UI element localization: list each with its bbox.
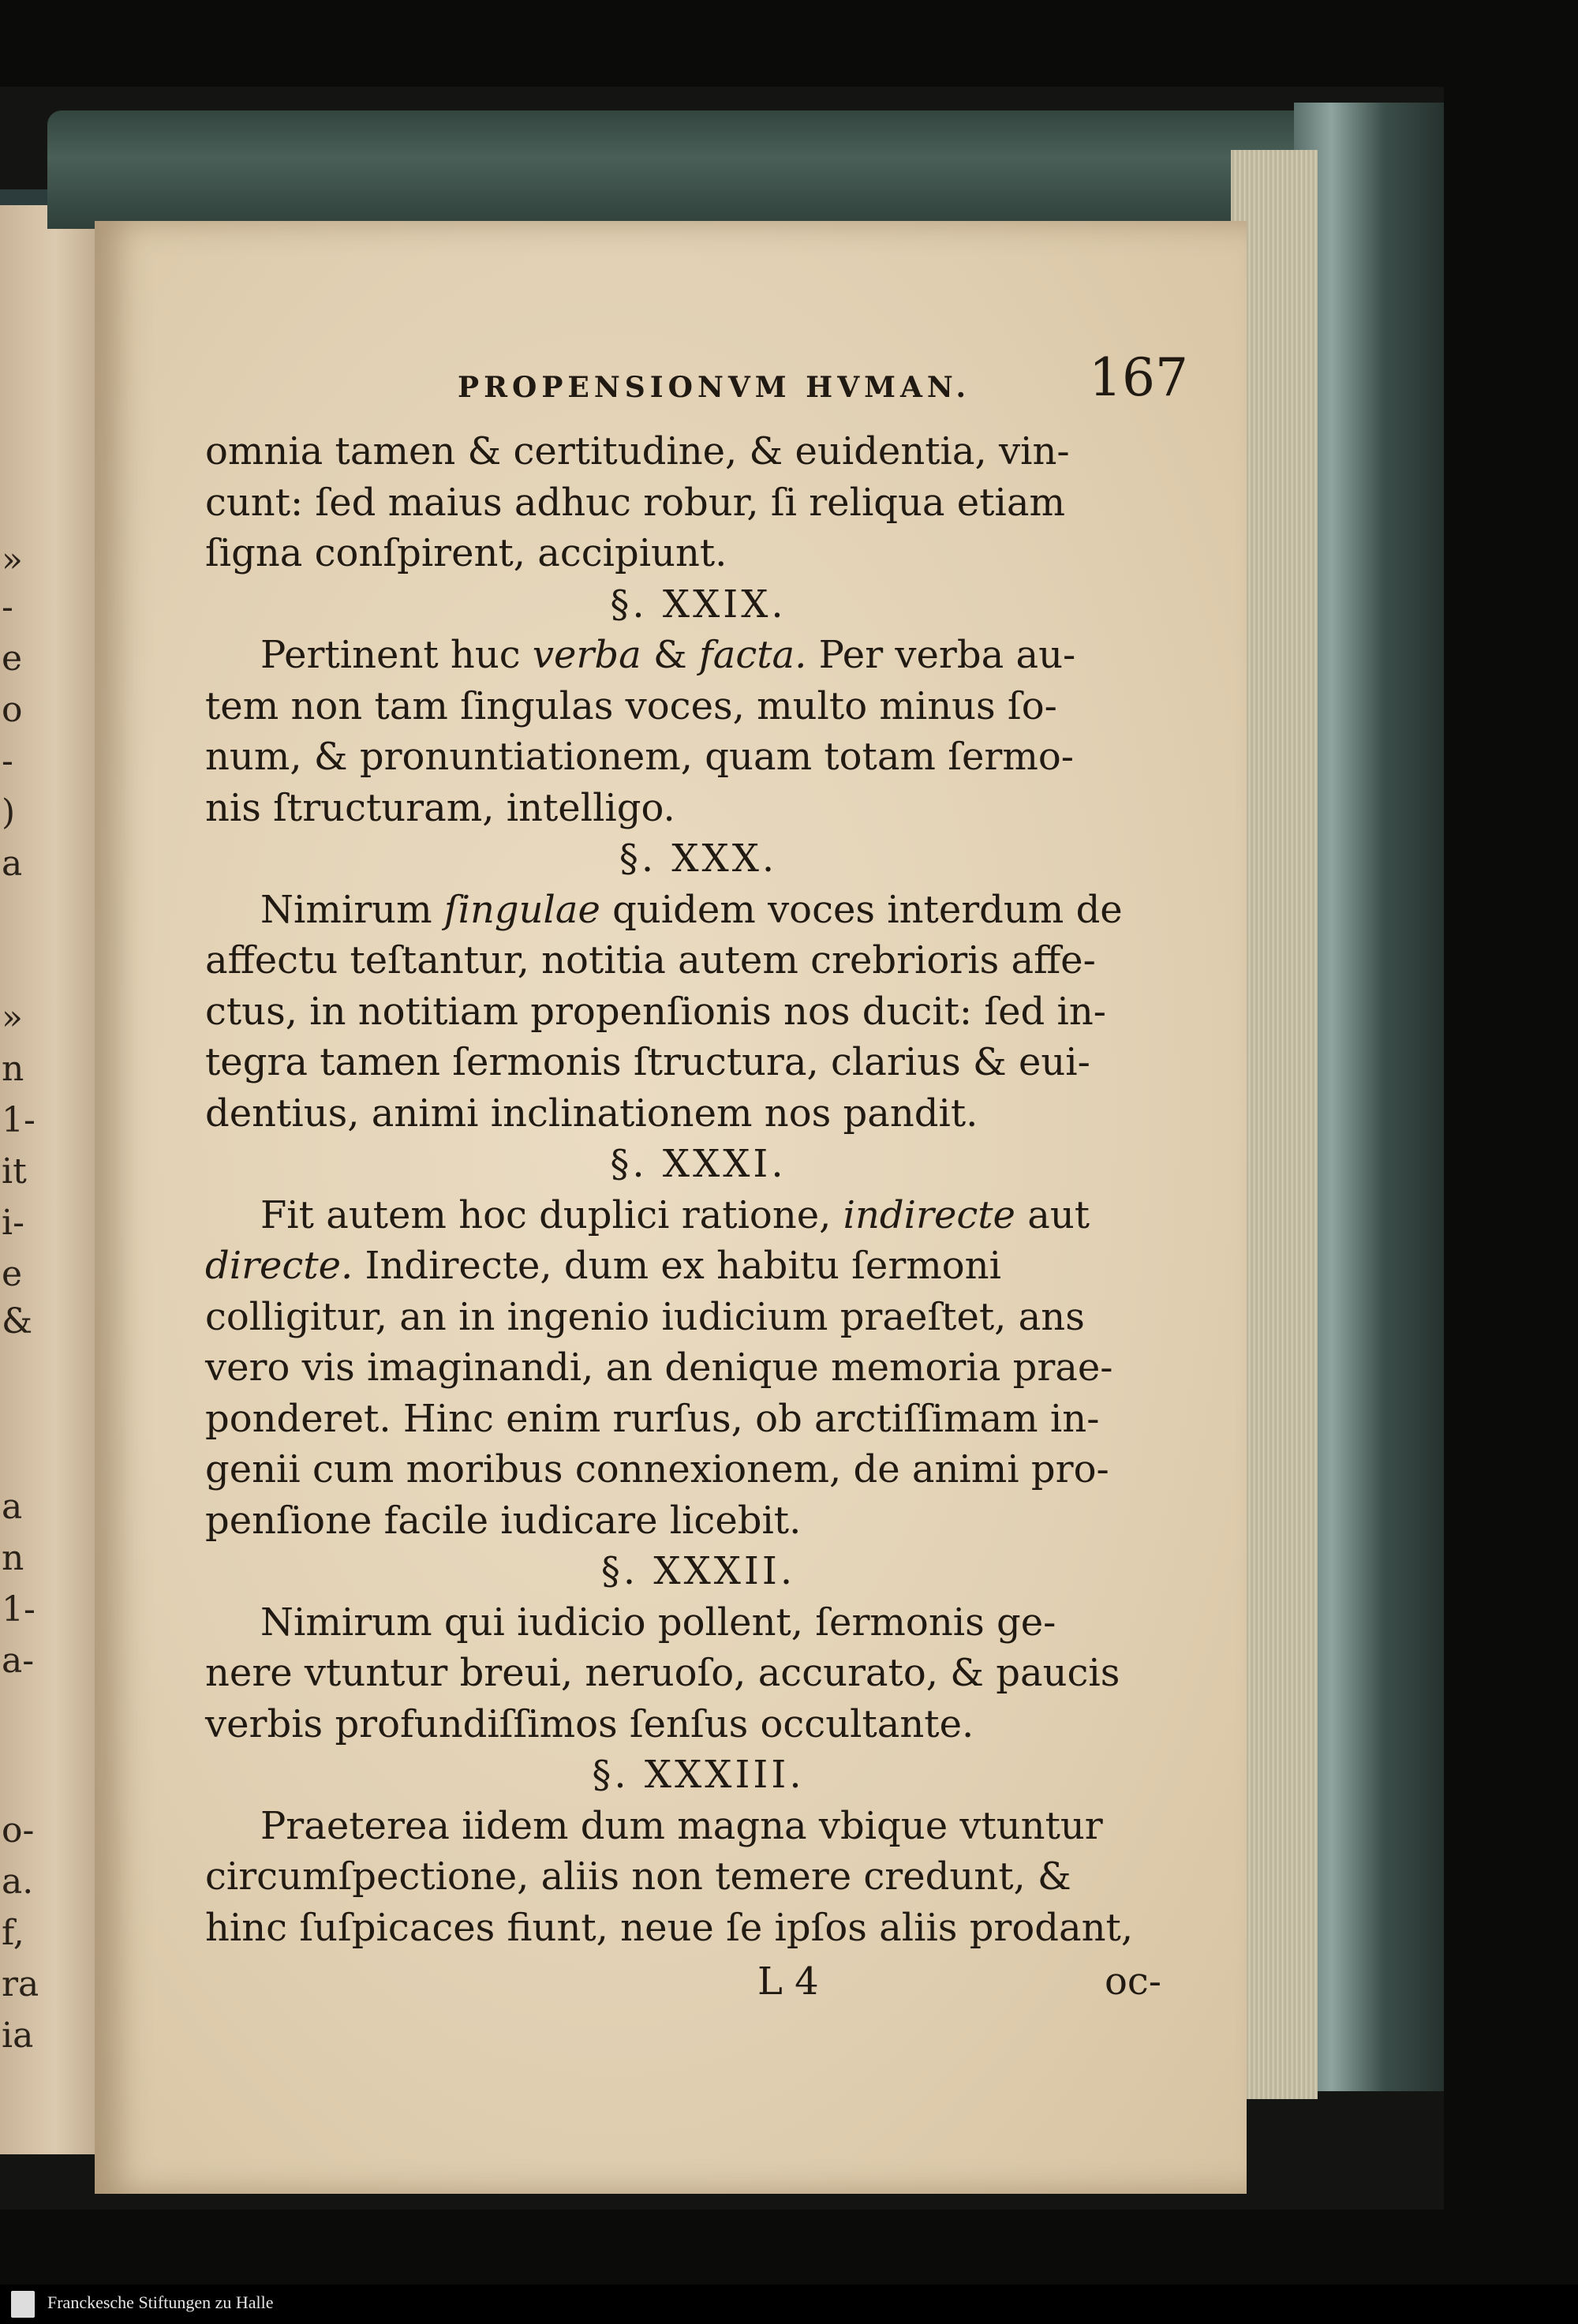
text-line: tegra tamen ſermonis ſtructura, clarius & eui- [205, 1040, 1090, 1084]
catchword: oc- [1105, 1959, 1161, 2004]
fragment: - [2, 741, 13, 781]
fragment: o [2, 690, 23, 730]
text-line: Nimirum qui iudicio pollent, ſermonis ge- [260, 1600, 1056, 1645]
section-heading-32: §. XXXII. [600, 1549, 796, 1593]
text-line [205, 1190, 1191, 1241]
fragment: a [2, 844, 23, 884]
fragment: n [2, 1538, 24, 1578]
left-page-fragments [2, 537, 49, 2115]
page-foot [205, 1959, 1191, 2015]
text-line [205, 630, 1191, 681]
text-line [205, 885, 1191, 936]
fragment: ia [2, 2015, 34, 2056]
text-run: Nimirum [260, 887, 444, 932]
page-number: 167 [1089, 347, 1188, 408]
fragment: & [2, 1301, 33, 1342]
right-page [95, 221, 1247, 2194]
fragment: 1- [2, 1589, 36, 1630]
text-line: verbis profundiſſimos ſenſus occultante. [205, 1701, 974, 1746]
text-run: Per verba au- [806, 633, 1076, 677]
fragment: a [2, 1487, 23, 1527]
fragment: i- [2, 1203, 24, 1243]
fragment: - [2, 587, 13, 627]
institution-name: Franckesche Stiftungen zu Halle [47, 2292, 274, 2312]
italic-run: ſingulae [443, 887, 600, 932]
fragment: e [2, 1254, 23, 1294]
footer-bar [0, 2285, 1578, 2324]
running-title: PROPENSIONVM HVMAN. [458, 371, 971, 404]
book-cover-top [47, 110, 1404, 229]
section-heading-33: §. XXXIII. [592, 1753, 805, 1797]
text-line: cunt: ſed maius adhuc robur, ſi reliqua etiam [205, 480, 1065, 525]
italic-run: directe. [205, 1244, 353, 1288]
text-line: nis ſtructuram, intelligo. [205, 785, 675, 830]
fragment: it [2, 1151, 27, 1192]
fragment: 1- [2, 1100, 36, 1140]
text-line: tem non tam ſingulas voces, multo minus ſo- [205, 683, 1057, 728]
text-line: num, & pronuntiationem, quam totam ſermo- [205, 735, 1074, 779]
text-line: hinc ſuſpicaces fiunt, neue ſe ipſos aliis prodant, [205, 1905, 1134, 1950]
fragment: o- [2, 1810, 35, 1851]
text-line [205, 1241, 1191, 1292]
text-run: Fit autem hoc duplici ratione, [260, 1192, 843, 1237]
fragment: f, [2, 1913, 24, 1953]
text-run: Pertinent huc [260, 633, 533, 677]
institution-logo-icon [11, 2291, 35, 2318]
section-heading-30: §. XXX. [619, 836, 778, 881]
fragment: ) [2, 792, 16, 833]
text-line: circumſpectione, aliis non temere credunt, & [205, 1854, 1071, 1899]
page-content [205, 339, 1191, 2015]
section-heading-29: §. XXIX. [610, 582, 787, 627]
italic-run: verba [532, 633, 641, 677]
text-run: quidem voces interdum de [600, 887, 1123, 932]
text-line: colligitur, an in ingenio iudicium praeſtet, ans [205, 1294, 1085, 1339]
text-run: Indirecte, dum ex habitu ſermoni [353, 1244, 1001, 1288]
text-line: dentius, animi inclinationem nos pandit. [205, 1091, 978, 1136]
section-heading-31: §. XXXI. [610, 1142, 787, 1186]
fragment: a. [2, 1862, 34, 1902]
italic-run: facta. [698, 633, 807, 677]
text-line: nere vtuntur breui, neruoſo, accurato, & paucis [205, 1651, 1120, 1695]
text-line: vero vis imaginandi, an denique memoria prae- [205, 1345, 1113, 1390]
text-line: genii cum moribus connexionem, de animi pro- [205, 1447, 1109, 1491]
fragment: n [2, 1049, 24, 1089]
text-run: aut [1015, 1192, 1090, 1237]
text-line: penſione facile iudicare licebit. [205, 1498, 802, 1543]
text-line: omnia tamen & certitudine, & euidentia, vin- [205, 429, 1070, 473]
text-line: Praeterea iidem dum magna vbique vtuntur [260, 1803, 1103, 1848]
running-head [205, 339, 1191, 426]
fragment: ra [2, 1964, 39, 2004]
fragment: e [2, 638, 23, 679]
text-line: ctus, in notitiam propenſionis nos ducit: ſed in- [205, 989, 1106, 1034]
text-line: ſigna conſpirent, accipiunt. [205, 531, 727, 575]
text-run: & [641, 633, 699, 677]
text-line: affectu teſtantur, notitia autem crebrioris affe- [205, 938, 1096, 982]
fragment: a- [2, 1641, 35, 1681]
italic-run: indirecte [843, 1192, 1015, 1237]
text-line: ponderet. Hinc enim rurſus, ob arctiſſimam in- [205, 1396, 1100, 1441]
fragment: » [2, 997, 23, 1038]
signature-mark: L 4 [757, 1959, 819, 2004]
fragment: » [2, 540, 23, 580]
body-text [205, 426, 1191, 1953]
